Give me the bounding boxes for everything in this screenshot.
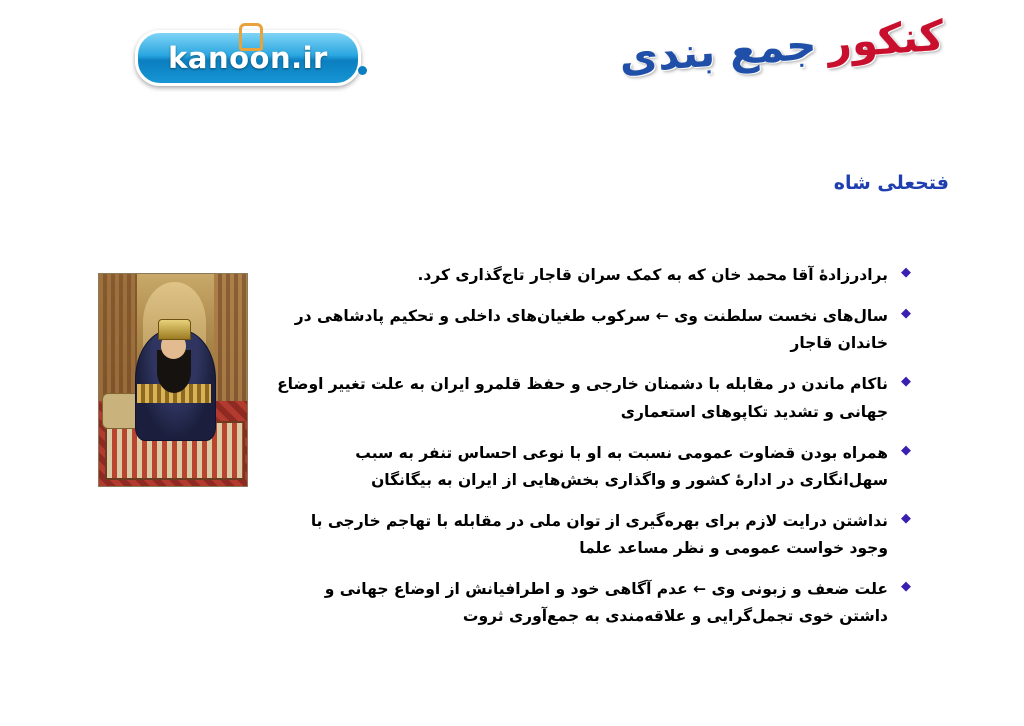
list-item — [276, 303, 916, 357]
page-header — [0, 0, 1024, 110]
diamond-bullet-icon: ◆ — [901, 579, 911, 595]
fathali-shah-portrait — [98, 273, 248, 487]
logo-dot-decoration — [358, 66, 367, 75]
list-item — [276, 440, 916, 494]
diamond-bullet-icon: ◆ — [901, 442, 911, 458]
diamond-bullet-icon: ◆ — [901, 374, 911, 390]
list-item-text: سال‌های نخست سلطنت وی ← سرکوب طغیان‌های داخلی و تحکیم پادشاهی در خاندان قاجار — [294, 307, 888, 353]
list-item-text: برادرزادۀ آقا محمد خان که به کمک سران قاجار تاج‌گذاری کرد. — [417, 266, 888, 284]
bullet-list — [276, 262, 916, 644]
list-item — [276, 262, 916, 289]
list-item-text: ناکام ماندن در مقابله با دشمنان خارجی و حفظ قلمرو ایران به علت تغییر اوضاع جهانی و تشدید تکاپوهای استعماری — [277, 375, 888, 421]
kanoon-logo[interactable] — [135, 30, 361, 86]
title-word-jambandi: جمع بندی — [617, 19, 819, 83]
diamond-bullet-icon: ◆ — [901, 510, 911, 526]
diamond-bullet-icon: ◆ — [901, 265, 911, 280]
page-title — [618, 11, 946, 83]
portrait-figure-crown — [158, 319, 191, 340]
list-item-text: همراه بودن قضاوت عمومی نسبت به او با نوعی احساس تنفر به سبب سهل‌انگاری در ادارۀ کشور و واگذاری بخش‌هایی از ایران به بیگانگان — [355, 443, 888, 489]
list-item — [276, 371, 916, 425]
paperclip-icon — [239, 23, 263, 51]
list-item-text: علت ضعف و زبونی وی ← عدم آگاهی خود و اطرافیانش از اوضاع جهانی و داشتن خوی تجمل‌گرایی و علاقه‌مندی به جمع‌آوری ثروت — [324, 580, 888, 626]
list-item — [276, 576, 916, 630]
slide-heading: فتحعلی شاه — [833, 172, 949, 194]
portrait-curtain-right — [214, 274, 247, 414]
list-item — [276, 508, 916, 562]
list-item-text: نداشتن درایت لازم برای بهره‌گیری از توان ملی در مقابله با تهاجم خارجی با وجود خواست عمومی و نظر مساعد علما — [310, 511, 888, 557]
title-word-konkoor: کنکور — [825, 10, 946, 68]
logo-text: kanoon.ir — [168, 41, 328, 75]
diamond-bullet-icon: ◆ — [901, 306, 911, 322]
